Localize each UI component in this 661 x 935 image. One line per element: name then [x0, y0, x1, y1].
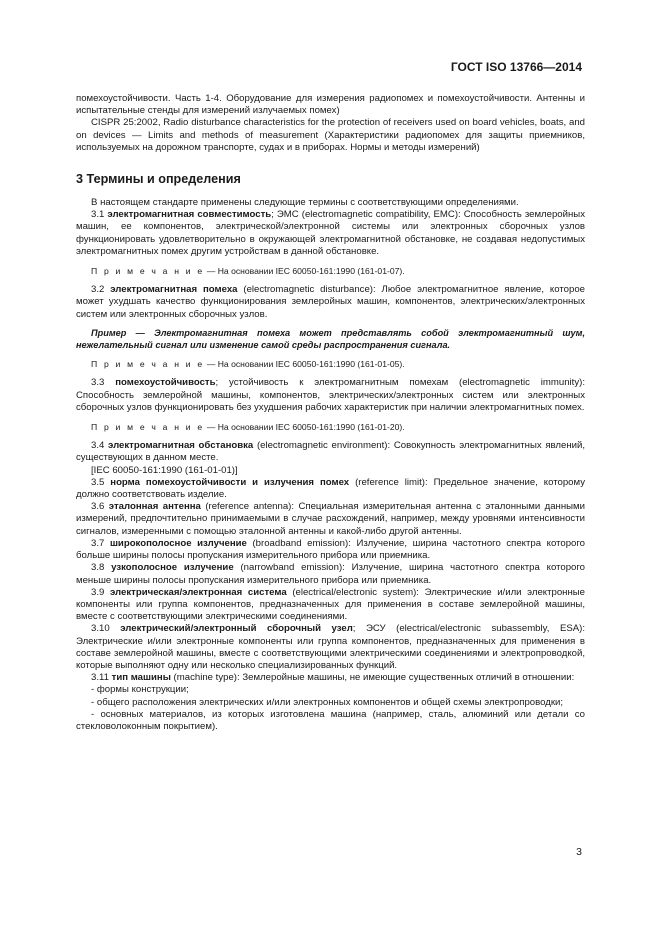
reference-text: помехоустойчивости. Часть 1-4. Оборудование для измерения радиопомех и помехоустойчивости. Антенны и испытательные стенды для измерений излучаемых помех) [76, 93, 585, 117]
section-title: 3 Термины и определения [76, 172, 241, 187]
reference-text: CISPR 25:2002, Radio disturbance characteristics for the protection of receivers used on board vehicles, boats, and on devices — Limits and methods of measurement (Характеристики радиопомех для защиты приемников, используемых на дорожном транспорте, судах и в приборах. Нормы и методы измерений) [76, 117, 585, 153]
note: П р и м е ч а н и е — На основании IEC 60050-161:1990 (161-01-20). [91, 422, 405, 433]
term-3-8: 3.8 узкополосное излучение (narrowband emission): Излучение, ширина частотного спектра которого меньше ширины полосы пропускания измерительного прибора или приемника. [76, 562, 585, 586]
term-3-6: 3.6 эталонная антенна (reference antenna): Специальная измерительная антенна с эталонными данными измерений, предпочтительно принимаемыми в случае расхождений, например, между уровнями интенсивности сигналов, измеренными с помощью эталонной антенны и какой-либо другой антенны. [76, 501, 586, 537]
term-3-5: 3.5 норма помехоустойчивости и излучения помех (reference limit): Предельное значение, которому должно соответствовать изделие. [76, 476, 585, 501]
list-item: - общего расположения электрических и/или электронных компонентов и общей схемы электропроводки; [91, 696, 564, 708]
term-3-4: 3.4 электромагнитная обстановка (electromagnetic environment): Совокупность электромагнитных явлений, существующих в данном месте. [76, 440, 586, 464]
list-item: - основных материалов, из которых изготовлена машина (например, сталь, алюминий или детали со стекловолоконным покрытием). [76, 708, 585, 732]
term-3-9: 3.9 электрическая/электронная система (electrical/electronic system): Электрические и/или электронные компоненты или группа компонентов, предназначенных для применения в составе землеройной машины, вместе с соответствующими электрическими соединениями. [76, 586, 585, 623]
term-3-10: 3.10 электрический/электронный сборочный узел; ЭСУ (electrical/electronic subassembly, ESA): Электрические и/или электронные компоненты или группа компонентов, предназначенных для применения в составе землеройной машины, вместе с соответствующими электрическими соединениями и электропроводкой, которые выполняют одну или несколько специализированных функций. [76, 623, 585, 671]
term-3-7: 3.7 широкополосное излучение (broadband emission): Излучение, ширина частотного спектра которого больше ширины полосы пропускания измерительного прибора или приемника. [76, 537, 585, 562]
term-3-3: 3.3 помехоустойчивость; устойчивость к электромагнитным помехам (electromagnetic immunity): Способность землеройной машины, компонентов, электрических/электронных систем или электронных сборочных узлов функционировать без ухудшения рабочих характеристик при наличии электромагнитных помех. [76, 377, 586, 413]
term-3-1: 3.1 электромагнитная совместимость; ЭМС (electromagnetic compatibility, EMC): Способность землеройных машин, ее компонентов, электрической/электронной системы или электронных сборочных узлов функционировать удовлетворительно в окружающей электромагнитной обстановке, не создавая недопустимых электромагнитных помех другим устройствам в данной обстановке. [76, 209, 585, 257]
standard-header: ГОСТ ISO 13766—2014 [450, 60, 582, 74]
section-intro: В настоящем стандарте применены следующие термины с соответствующими определениями. [91, 197, 519, 209]
note: П р и м е ч а н и е — На основании IEC 60050-161:1990 (161-01-05). [91, 359, 405, 370]
note: П р и м е ч а н и е — На основании IEC 60050-161:1990 (161-01-07). [91, 266, 405, 277]
example-text: Пример — Электромагнитная помеха может представлять собой электромагнитный шум, нежелательный сигнал или изменение самой среды распространения сигнала. [76, 327, 585, 351]
term-3-2: 3.2 электромагнитная помеха (electromagnetic disturbance): Любое электромагнитное явление, которое может ухудшать качество функционирования землеройных машин, компонентов, электрических/электронных систем или электронных сборочных узлов. [76, 284, 585, 320]
term-3-11: 3.11 тип машины (machine type): Землеройные машины, не имеющие существенных отличий в отношении: [91, 672, 575, 684]
page-number: 3 [576, 846, 582, 858]
term-3-4-reference: [IEC 60050-161:1990 (161-01-01)] [91, 464, 238, 476]
document-body [76, 93, 585, 733]
list-item: - формы конструкции; [91, 684, 189, 696]
